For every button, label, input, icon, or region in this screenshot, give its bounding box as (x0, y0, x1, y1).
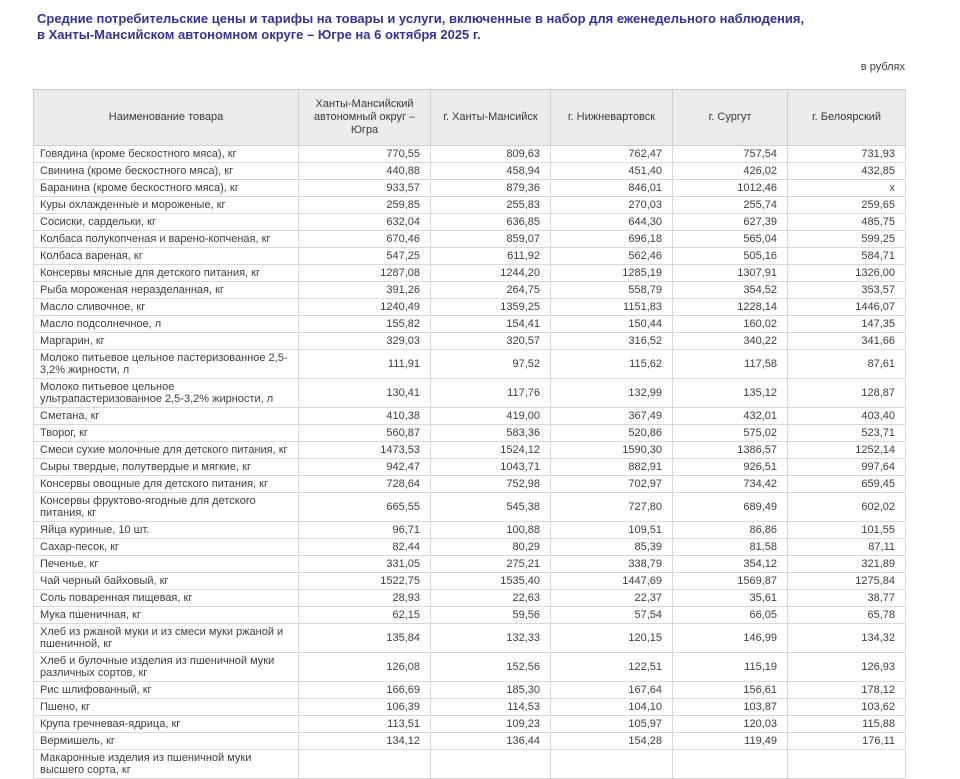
price-cell: 147,35 (788, 316, 906, 333)
price-cell: 1275,84 (788, 573, 906, 590)
price-cell: 86,86 (673, 522, 788, 539)
price-cell: 109,51 (551, 522, 673, 539)
table-row (34, 146, 906, 163)
table-row (34, 459, 906, 476)
price-cell: 1287,08 (299, 265, 431, 282)
table-row (34, 476, 906, 493)
price-cell: 403,40 (788, 408, 906, 425)
table-row (34, 607, 906, 624)
price-cell: 166,69 (299, 682, 431, 699)
price-cell: 432,85 (788, 163, 906, 180)
table-row (34, 379, 906, 408)
price-cell: 28,93 (299, 590, 431, 607)
price-cell: 154,28 (551, 733, 673, 750)
price-cell: 611,92 (431, 248, 551, 265)
price-cell: 96,71 (299, 522, 431, 539)
price-cell: 644,30 (551, 214, 673, 231)
price-cell: 1307,91 (673, 265, 788, 282)
price-cell: 1446,07 (788, 299, 906, 316)
price-cell: 85,39 (551, 539, 673, 556)
table-header-row (34, 90, 906, 146)
table-row (34, 408, 906, 425)
price-cell: 636,85 (431, 214, 551, 231)
price-cell (673, 750, 788, 779)
price-cell: 341,66 (788, 333, 906, 350)
price-cell: 135,84 (299, 624, 431, 653)
price-cell: 809,63 (431, 146, 551, 163)
price-cell: 113,51 (299, 716, 431, 733)
price-cell: 104,10 (551, 699, 673, 716)
product-name-cell: Рыба мороженая неразделанная, кг (34, 282, 299, 299)
price-cell: 354,52 (673, 282, 788, 299)
price-cell: 926,51 (673, 459, 788, 476)
price-cell: 632,04 (299, 214, 431, 231)
price-cell: 458,94 (431, 163, 551, 180)
price-cell: х (788, 180, 906, 197)
price-cell: 81,58 (673, 539, 788, 556)
price-cell: 670,46 (299, 231, 431, 248)
price-cell: 114,53 (431, 699, 551, 716)
product-name-cell: Масло сливочное, кг (34, 299, 299, 316)
price-cell: 1522,75 (299, 573, 431, 590)
price-cell: 120,03 (673, 716, 788, 733)
product-name-cell: Мука пшеничная, кг (34, 607, 299, 624)
table-body (34, 146, 906, 779)
product-name-cell: Чай черный байховый, кг (34, 573, 299, 590)
price-cell: 879,36 (431, 180, 551, 197)
price-cell: 560,87 (299, 425, 431, 442)
price-cell: 167,64 (551, 682, 673, 699)
price-cell: 1473,53 (299, 442, 431, 459)
price-cell: 451,40 (551, 163, 673, 180)
price-cell (788, 750, 906, 779)
table-row (34, 556, 906, 573)
price-cell: 22,37 (551, 590, 673, 607)
price-cell: 156,61 (673, 682, 788, 699)
table-row (34, 163, 906, 180)
price-cell: 1244,20 (431, 265, 551, 282)
price-cell: 1240,49 (299, 299, 431, 316)
product-name-cell: Консервы мясные для детского питания, кг (34, 265, 299, 282)
price-cell: 132,99 (551, 379, 673, 408)
price-cell: 757,54 (673, 146, 788, 163)
price-cell: 770,55 (299, 146, 431, 163)
product-name-cell: Молоко питьевое цельное ультрапастеризованное 2,5-3,2% жирности, л (34, 379, 299, 408)
price-cell: 82,44 (299, 539, 431, 556)
price-cell: 859,07 (431, 231, 551, 248)
price-cell: 354,12 (673, 556, 788, 573)
table-row (34, 197, 906, 214)
price-cell: 1535,40 (431, 573, 551, 590)
price-cell: 728,64 (299, 476, 431, 493)
price-cell: 38,77 (788, 590, 906, 607)
price-cell: 66,05 (673, 607, 788, 624)
price-cell (551, 750, 673, 779)
price-cell: 1012,46 (673, 180, 788, 197)
price-cell: 128,87 (788, 379, 906, 408)
price-cell: 547,25 (299, 248, 431, 265)
price-cell: 105,97 (551, 716, 673, 733)
table-row (34, 248, 906, 265)
price-cell: 505,16 (673, 248, 788, 265)
price-cell: 1386,57 (673, 442, 788, 459)
price-cell: 132,33 (431, 624, 551, 653)
price-cell: 109,23 (431, 716, 551, 733)
price-cell: 35,61 (673, 590, 788, 607)
price-cell: 696,18 (551, 231, 673, 248)
page-title-line-1: Средние потребительские цены и тарифы на товары и услуги, включенные в набор для еженедельного наблюдения, (37, 11, 805, 26)
product-name-cell: Консервы фруктово-ягодные для детского питания, кг (34, 493, 299, 522)
price-cell: 1359,25 (431, 299, 551, 316)
price-cell: 752,98 (431, 476, 551, 493)
price-cell: 731,93 (788, 146, 906, 163)
unit-label: в рублях (860, 61, 905, 73)
price-cell: 22,63 (431, 590, 551, 607)
price-cell: 176,11 (788, 733, 906, 750)
product-name-cell: Печенье, кг (34, 556, 299, 573)
price-cell: 846,01 (551, 180, 673, 197)
price-cell: 101,55 (788, 522, 906, 539)
prices-table (33, 89, 906, 779)
price-cell: 87,11 (788, 539, 906, 556)
page-title-line-2: в Ханты-Мансийском автономном округе – Югре на 6 октября 2025 г. (37, 27, 481, 42)
price-cell: 702,97 (551, 476, 673, 493)
table-row (34, 299, 906, 316)
page-title (37, 11, 917, 43)
product-name-cell: Смеси сухие молочные для детского питания, кг (34, 442, 299, 459)
table-row (34, 624, 906, 653)
table-row (34, 522, 906, 539)
product-name-cell: Соль поваренная пищевая, кг (34, 590, 299, 607)
product-name-cell: Макаронные изделия из пшеничной муки высшего сорта, кг (34, 750, 299, 779)
price-cell: 120,15 (551, 624, 673, 653)
price-cell: 1151,83 (551, 299, 673, 316)
price-cell: 97,52 (431, 350, 551, 379)
price-cell: 1524,12 (431, 442, 551, 459)
price-cell: 62,15 (299, 607, 431, 624)
price-cell: 119,49 (673, 733, 788, 750)
price-cell: 367,49 (551, 408, 673, 425)
table-row (34, 350, 906, 379)
table-row (34, 539, 906, 556)
product-name-cell: Свинина (кроме бескостного мяса), кг (34, 163, 299, 180)
product-name-cell: Хлеб из ржаной муки и из смеси муки ржаной и пшеничной, кг (34, 624, 299, 653)
price-cell: 259,65 (788, 197, 906, 214)
product-name-cell: Творог, кг (34, 425, 299, 442)
price-cell: 997,64 (788, 459, 906, 476)
price-cell: 1228,14 (673, 299, 788, 316)
price-cell: 57,54 (551, 607, 673, 624)
price-cell: 126,08 (299, 653, 431, 682)
product-name-cell: Сметана, кг (34, 408, 299, 425)
product-name-cell: Сосиски, сардельки, кг (34, 214, 299, 231)
table-row (34, 180, 906, 197)
price-cell: 1326,00 (788, 265, 906, 282)
table-row (34, 265, 906, 282)
price-cell: 150,44 (551, 316, 673, 333)
table-row (34, 425, 906, 442)
price-cell: 321,89 (788, 556, 906, 573)
price-cell: 565,04 (673, 231, 788, 248)
price-cell: 558,79 (551, 282, 673, 299)
price-cell: 1590,30 (551, 442, 673, 459)
price-cell: 340,22 (673, 333, 788, 350)
price-cell: 562,46 (551, 248, 673, 265)
price-cell: 432,01 (673, 408, 788, 425)
price-cell: 134,32 (788, 624, 906, 653)
product-name-cell: Маргарин, кг (34, 333, 299, 350)
price-cell: 320,57 (431, 333, 551, 350)
price-cell: 1569,87 (673, 573, 788, 590)
price-cell: 136,44 (431, 733, 551, 750)
product-name-cell: Говядина (кроме бескостного мяса), кг (34, 146, 299, 163)
table-row (34, 573, 906, 590)
table-row (34, 699, 906, 716)
price-cell: 259,85 (299, 197, 431, 214)
price-cell: 103,87 (673, 699, 788, 716)
price-cell: 485,75 (788, 214, 906, 231)
price-cell: 185,30 (431, 682, 551, 699)
price-cell: 59,56 (431, 607, 551, 624)
price-cell: 117,58 (673, 350, 788, 379)
price-cell: 353,57 (788, 282, 906, 299)
price-cell: 689,49 (673, 493, 788, 522)
price-cell: 426,02 (673, 163, 788, 180)
price-cell: 419,00 (431, 408, 551, 425)
price-cell: 410,38 (299, 408, 431, 425)
table-row (34, 716, 906, 733)
price-cell: 275,21 (431, 556, 551, 573)
product-name-cell: Молоко питьевое цельное пастеризованное 2,5-3,2% жирности, л (34, 350, 299, 379)
price-cell: 665,55 (299, 493, 431, 522)
price-cell: 100,88 (431, 522, 551, 539)
price-cell: 331,05 (299, 556, 431, 573)
table-row (34, 333, 906, 350)
table-row (34, 733, 906, 750)
price-cell: 115,62 (551, 350, 673, 379)
table-row (34, 653, 906, 682)
product-name-cell: Сыры твердые, полутвердые и мягкие, кг (34, 459, 299, 476)
price-cell: 1043,71 (431, 459, 551, 476)
table-row (34, 231, 906, 248)
price-cell: 329,03 (299, 333, 431, 350)
price-cell: 255,74 (673, 197, 788, 214)
price-cell: 155,82 (299, 316, 431, 333)
price-cell: 1285,19 (551, 265, 673, 282)
price-cell: 659,45 (788, 476, 906, 493)
table-row (34, 214, 906, 231)
price-cell: 65,78 (788, 607, 906, 624)
price-cell: 602,02 (788, 493, 906, 522)
column-header-2: г. Ханты-Мансийск (431, 90, 551, 146)
price-cell: 942,47 (299, 459, 431, 476)
table-row (34, 493, 906, 522)
price-cell: 575,02 (673, 425, 788, 442)
price-cell: 160,02 (673, 316, 788, 333)
price-cell: 264,75 (431, 282, 551, 299)
column-header-3: г. Нижневартовск (551, 90, 673, 146)
price-cell: 270,03 (551, 197, 673, 214)
table-row (34, 316, 906, 333)
price-cell: 106,39 (299, 699, 431, 716)
column-header-1: Ханты-Мансийский автономный округ – Югра (299, 90, 431, 146)
table-row (34, 282, 906, 299)
price-cell: 134,12 (299, 733, 431, 750)
price-cell: 80,29 (431, 539, 551, 556)
product-name-cell: Баранина (кроме бескостного мяса), кг (34, 180, 299, 197)
price-cell: 135,12 (673, 379, 788, 408)
price-cell (431, 750, 551, 779)
price-cell: 115,19 (673, 653, 788, 682)
price-cell: 111,91 (299, 350, 431, 379)
price-cell: 762,47 (551, 146, 673, 163)
product-name-cell: Яйца куриные, 10 шт. (34, 522, 299, 539)
price-cell: 599,25 (788, 231, 906, 248)
price-cell: 146,99 (673, 624, 788, 653)
column-header-5: г. Белоярский (788, 90, 906, 146)
table-row (34, 442, 906, 459)
price-cell: 122,51 (551, 653, 673, 682)
price-cell: 627,39 (673, 214, 788, 231)
price-cell: 734,42 (673, 476, 788, 493)
column-header-4: г. Сургут (673, 90, 788, 146)
price-cell: 391,26 (299, 282, 431, 299)
price-cell (299, 750, 431, 779)
price-cell: 583,36 (431, 425, 551, 442)
table-row (34, 750, 906, 779)
price-cell: 1447,69 (551, 573, 673, 590)
product-name-cell: Колбаса полукопченая и варено-копченая, кг (34, 231, 299, 248)
product-name-cell: Крупа гречневая-ядрица, кг (34, 716, 299, 733)
product-name-cell: Пшено, кг (34, 699, 299, 716)
price-cell: 1252,14 (788, 442, 906, 459)
price-cell: 440,88 (299, 163, 431, 180)
price-cell: 115,88 (788, 716, 906, 733)
product-name-cell: Консервы овощные для детского питания, кг (34, 476, 299, 493)
price-cell: 882,91 (551, 459, 673, 476)
price-cell: 584,71 (788, 248, 906, 265)
price-cell: 520,86 (551, 425, 673, 442)
price-cell: 545,38 (431, 493, 551, 522)
table-row (34, 682, 906, 699)
price-cell: 178,12 (788, 682, 906, 699)
price-cell: 338,79 (551, 556, 673, 573)
product-name-cell: Масло подсолнечное, л (34, 316, 299, 333)
price-cell: 87,61 (788, 350, 906, 379)
price-cell: 316,52 (551, 333, 673, 350)
price-cell: 523,71 (788, 425, 906, 442)
product-name-cell: Сахар-песок, кг (34, 539, 299, 556)
price-cell: 126,93 (788, 653, 906, 682)
product-name-cell: Вермишель, кг (34, 733, 299, 750)
price-cell: 103,62 (788, 699, 906, 716)
price-cell: 117,76 (431, 379, 551, 408)
product-name-cell: Хлеб и булочные изделия из пшеничной муки различных сортов, кг (34, 653, 299, 682)
price-cell: 727,80 (551, 493, 673, 522)
price-cell: 154,41 (431, 316, 551, 333)
column-header-0: Наименование товара (34, 90, 299, 146)
table-row (34, 590, 906, 607)
price-cell: 130,41 (299, 379, 431, 408)
price-cell: 152,56 (431, 653, 551, 682)
price-cell: 255,83 (431, 197, 551, 214)
price-cell: 933,57 (299, 180, 431, 197)
product-name-cell: Куры охлажденные и мороженые, кг (34, 197, 299, 214)
product-name-cell: Колбаса вареная, кг (34, 248, 299, 265)
product-name-cell: Рис шлифованный, кг (34, 682, 299, 699)
